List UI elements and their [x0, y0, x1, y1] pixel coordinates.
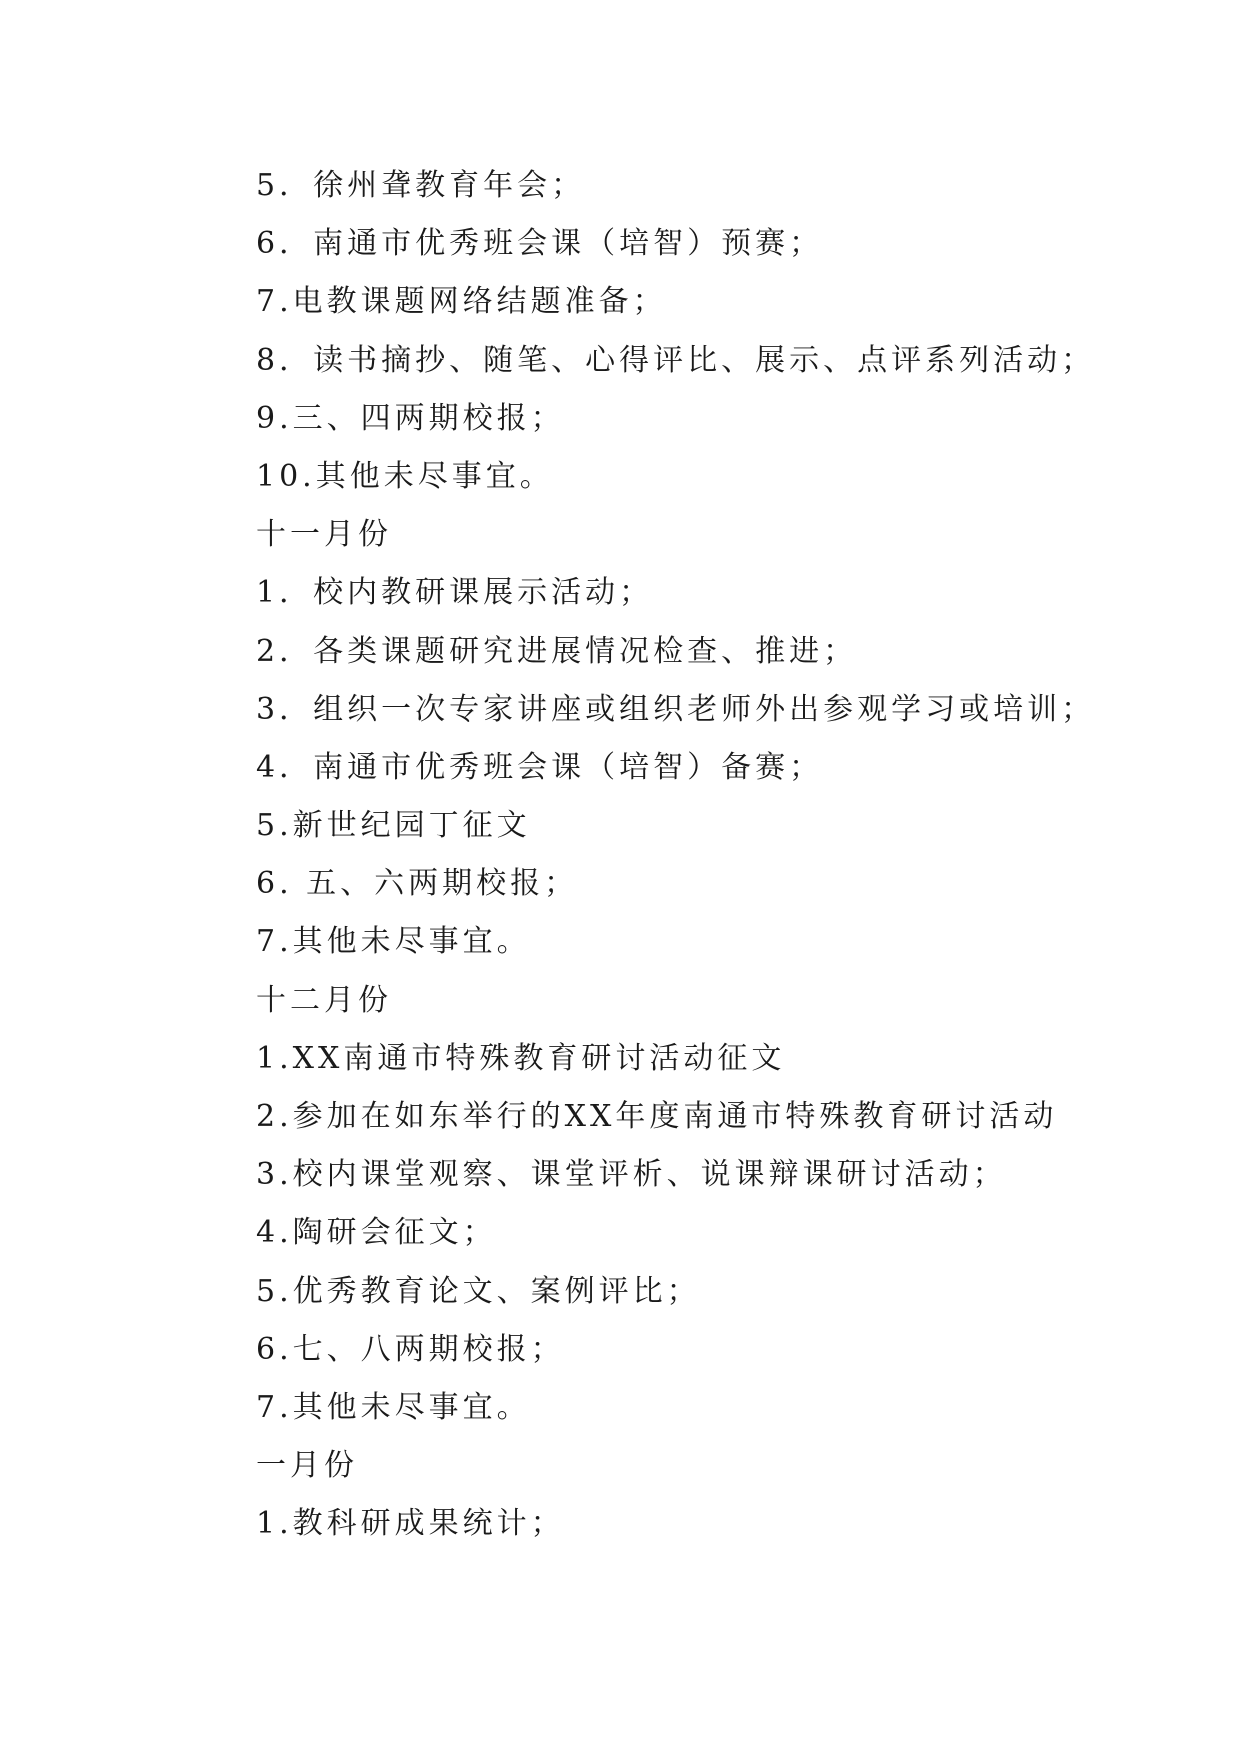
list-item: 5.新世纪园丁征文 [256, 808, 531, 844]
document-body [256, 157, 1156, 1554]
list-item: 3.校内课堂观察、课堂评析、说课辩课研讨活动； [256, 1157, 1007, 1193]
list-item: 10.其他未尽事宜。 [256, 458, 554, 494]
list-item: 2.参加在如东举行的XX年度南通市特殊教育研讨活动 [256, 1099, 1058, 1134]
list-item: 5．徐州聋教育年会； [256, 168, 586, 203]
list-item: 1.教科研成果统计； [256, 1506, 565, 1542]
list-item: 6. 五、六两期校报； [256, 866, 579, 902]
list-item: 4．南通市优秀班会课（培智）备赛； [256, 749, 824, 785]
list-item: 5.优秀教育论文、案例评比； [256, 1273, 701, 1309]
list-item: 4.陶研会征文； [256, 1215, 497, 1251]
section-heading: 一月份 [256, 1448, 358, 1484]
list-item: 6.七、八两期校报； [256, 1331, 565, 1367]
list-item: 7.其他未尽事宜。 [256, 924, 531, 960]
list-item: 7.其他未尽事宜。 [256, 1389, 531, 1425]
list-item: 2．各类课题研究进展情况检查、推进； [256, 633, 858, 669]
list-item: 9.三、四两期校报； [256, 400, 565, 436]
list-item: 6．南通市优秀班会课（培智）预赛； [256, 226, 824, 262]
list-item: 1．校内教研课展示活动； [256, 575, 654, 611]
list-item: 1.XX南通市特殊教育研讨活动征文 [256, 1040, 786, 1076]
list-item: 3．组织一次专家讲座或组织老师外出参观学习或培训； [256, 691, 1096, 727]
list-item: 8．读书摘抄、随笔、心得评比、展示、点评系列活动； [256, 342, 1096, 378]
section-heading: 十二月份 [256, 982, 392, 1018]
section-heading: 十一月份 [256, 517, 392, 553]
list-item: 7.电教课题网络结题准备； [256, 284, 667, 320]
